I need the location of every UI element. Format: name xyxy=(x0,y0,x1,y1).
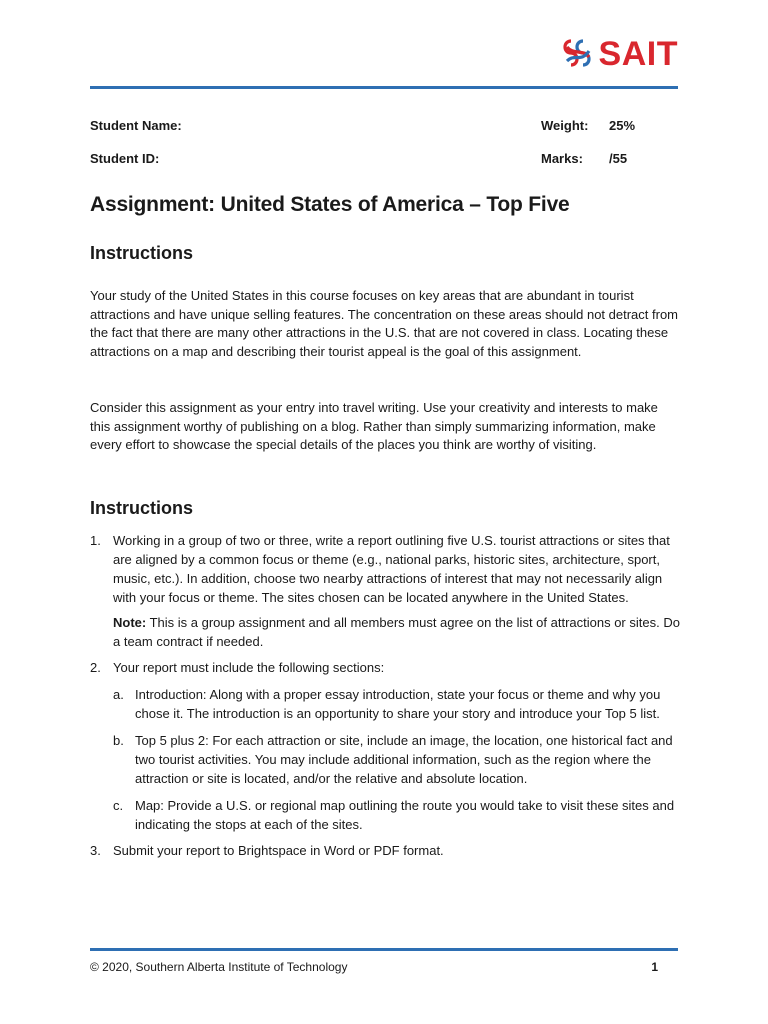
weight-value: 25% xyxy=(609,118,636,133)
intro-paragraph-2: Consider this assignment as your entry into travel writing. Use your creativity and interests to make this assignment worthy of publishing on a blog. Rather than simply summarizing information, make every effort to showcase the special details of the places you think are worthy of visiting. xyxy=(90,400,658,452)
marks-value: /55 xyxy=(609,151,628,166)
note-label: Note: xyxy=(113,615,147,630)
sub-item-text: Introduction: Along with a proper essay introduction, state your focus or theme and why you chose it. The introduction is an opportunity to share your story and introduce your Top 5 list. xyxy=(135,687,661,721)
section-heading-tasks: Instructions xyxy=(90,498,194,518)
list-item-text: Working in a group of two or three, write a report outlining five U.S. tourist attractions or sites that are aligned by a common focus or theme (e.g., national parks, historic sites, architecture, sport, music, etc.). In addition, choose two nearby attractions of interest that may not necessarily align with your focus or theme. The sites chosen can be located anywhere in the United States. xyxy=(113,533,670,605)
note xyxy=(113,613,680,651)
sub-item xyxy=(113,731,680,788)
footer-rule xyxy=(90,948,678,951)
footer-copyright: © 2020, Southern Alberta Institute of Technology xyxy=(90,960,348,974)
logo-text: SAIT xyxy=(598,35,678,73)
sub-item xyxy=(113,685,680,723)
list-item-number: 2. xyxy=(90,660,101,675)
student-name-label: Student Name: xyxy=(90,118,182,133)
list-item xyxy=(90,841,680,860)
list-item-number: 3. xyxy=(90,843,101,858)
instruction-list xyxy=(90,531,680,867)
sub-item-text: Map: Provide a U.S. or regional map outlining the route you would take to visit these sites and indicating the stops at each of the sites. xyxy=(135,798,675,832)
marks-label: Marks: xyxy=(541,151,583,166)
student-id-label: Student ID: xyxy=(90,151,160,166)
list-item xyxy=(90,531,680,651)
list-item-text: Your report must include the following sections: xyxy=(113,660,385,675)
weight-label: Weight: xyxy=(541,118,589,133)
sait-logo-mark-icon xyxy=(561,35,595,73)
sait-logo xyxy=(561,34,678,74)
sub-item-letter: b. xyxy=(113,733,124,748)
list-item-text: Submit your report to Brightspace in Word or PDF format. xyxy=(113,843,444,858)
intro-paragraph-1: Your study of the United States in this course focuses on key areas that are abundant in tourist attractions and have unique selling features. The concentration on these areas should not detract from the fact that there are many other attractions in the U.S. that are not covered in class. Locating these attractions on a map and describing their tourist appeal is the goal of this assignment. xyxy=(90,288,679,359)
list-item-number: 1. xyxy=(90,533,101,548)
page-title: Assignment: United States of America – Top Five xyxy=(90,193,570,216)
page-number: 1 xyxy=(651,960,658,974)
sub-item xyxy=(113,796,680,834)
sub-item-letter: a. xyxy=(113,687,124,702)
list-item xyxy=(90,658,680,834)
note-text: This is a group assignment and all members must agree on the list of attractions or sites. Do a team contract if needed. xyxy=(113,615,680,649)
header-rule xyxy=(90,86,678,89)
sub-item-letter: c. xyxy=(113,798,124,813)
section-heading-intro: Instructions xyxy=(90,243,194,263)
sub-item-text: Top 5 plus 2: For each attraction or site, include an image, the location, one historical fact and two tourist activities. You may include additional information, such as the region where the attraction or site is located, and/or the relative and absolute location. xyxy=(135,733,673,786)
